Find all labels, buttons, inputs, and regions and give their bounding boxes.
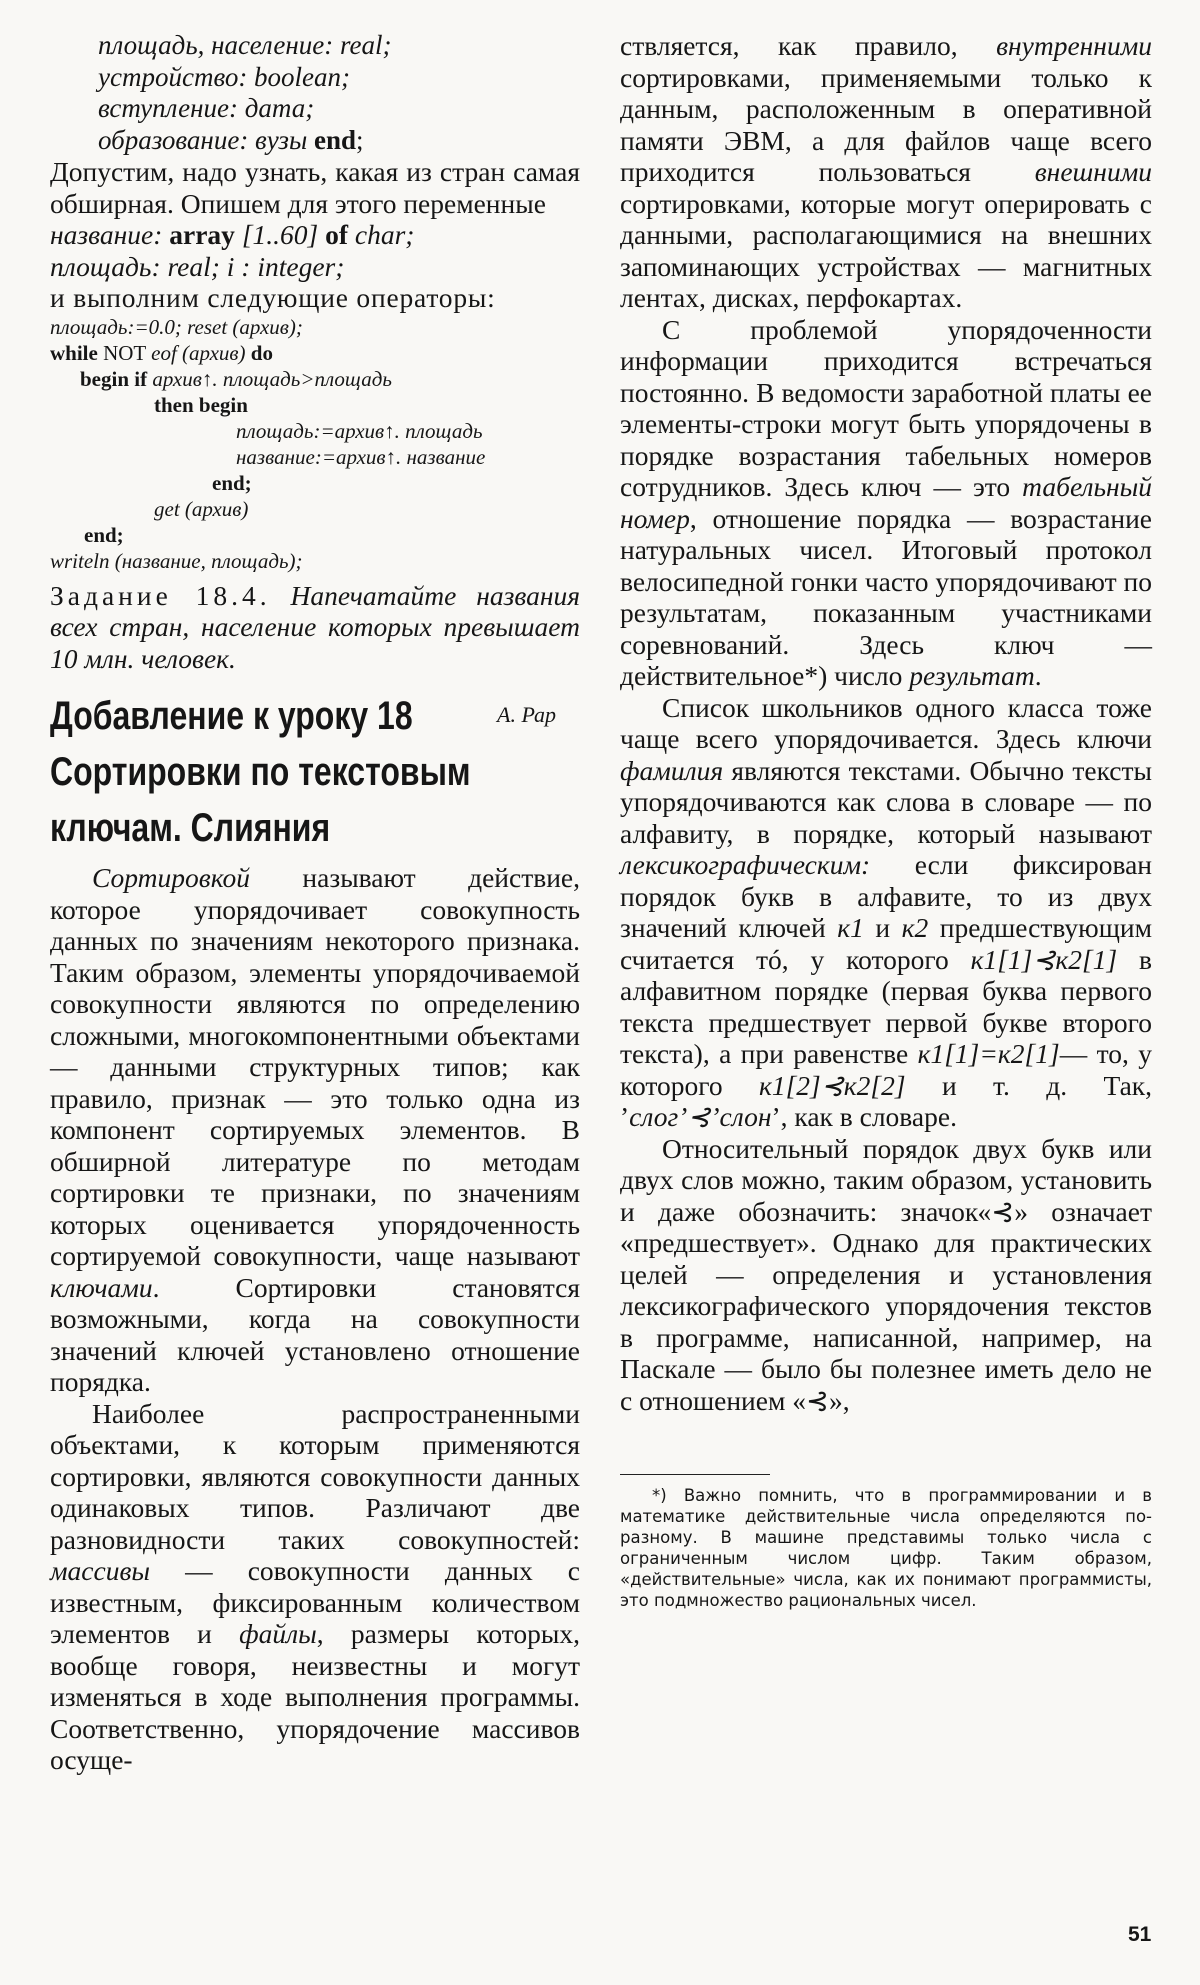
intro-paragraph: Допустим, надо узнать, какая из стран самая обширная. Опишем для этого переменные [50, 156, 580, 219]
heading-line: ключам. Слияния [50, 806, 331, 850]
page-number: 51 [1128, 1923, 1152, 1946]
body-paragraph: Сортировкой называют действие, которое упорядочивает совокупность данных по значениям некоторого признака. Таким образом, элементы упорядочиваемой совокупности являются по определению сложными, многокомпонентными объектами — данными структурных типов; как правило, признак — это только одна из компонент сортируемых элементов. В обширной литературе по методам сортировки те признаки, по значениям которых оценивается упорядоченность сортируемой совокупности, чаще называют ключами. Сортировки становятся возможными, когда на совокупности значений ключей установлено отношение порядка. [50, 862, 580, 1397]
code-line: площадь:=0.0; reset (архив); [50, 314, 303, 339]
footnote-divider [620, 1474, 770, 1475]
code-line: begin if архив↑. площадь>площадь [80, 366, 392, 391]
declaration-line: площадь: real; i : integer; [50, 250, 345, 282]
heading-line: Добавление к уроку 18 [50, 694, 413, 738]
variable-declarations [50, 30, 580, 156]
body-paragraph: Относительный порядок двух букв или двух слов можно, таким образом, установить и даже обозначить: значок«⊰» означает «предшествует». Однако для практических целей — определения и установления лексикографического упорядочения текстов в программе, написанной, например, на Паскале — было бы полезнее иметь дело не с отношением «⊰», [620, 1132, 1152, 1416]
code-line: writeln (название, площадь); [50, 548, 303, 573]
code-line: площадь:=архив↑. площадь [236, 418, 483, 443]
body-paragraph: ствляется, как правило, внутренними сортировками, применяемыми только к данным, расположенным в оперативной памяти ЭВМ, а для файлов чаще всего приходится пользоваться внешними сортировками, которые могут оперировать с данными, располагающимися на внешних запоминающих устройствах — магнитных лентах, дисках, перфокартах. [620, 30, 1152, 313]
task-paragraph: Задание 18.4. Напечатайте названия всех стран, население которых превышает 10 млн. человек. [50, 579, 580, 674]
footnote: *) Важно помнить, что в программировании и в математике действительные числа определяются по-разному. В машине представимы только числа с ограниченным числом цифр. Таким образом, «действительные» числа, как их понимают программисты, это подмножество рациональных чисел. [620, 1486, 1152, 1610]
code-line: название:=архив↑. название [236, 444, 486, 469]
var-line: образование: вузы end; [98, 124, 364, 155]
body-paragraph: С проблемой упорядоченности информации приходится встречаться постоянно. В ведомости заработной платы ее элементы-строки могут быть упорядочены в порядке возрастания табельных номеров сотрудников. Здесь ключ — это табельный номер, отношение порядка — возрастание натуральных чисел. Итоговый протокол велосипедной гонки часто упорядочивают по результатам, показанным участниками соревнований. Здесь ключ — действительное*) число результат. [620, 313, 1152, 691]
code-line: end; [212, 470, 252, 495]
var-line: вступление: дата; [98, 93, 315, 123]
var-line: устройство: boolean; [98, 61, 351, 92]
execute-paragraph: и выполним следующие операторы: [50, 282, 496, 313]
code-line: then begin [154, 392, 248, 417]
body-paragraph: Наиболее распространенными объектами, к которым применяются сортировки, являются совокупности данных одинаковых типов. Различают две разновидности таких совокупностей: массивы — совокупности данных с известным, фиксированным количеством элементов и файлы, размеры которых, вообще говоря, неизвестны и могут изменяться в ходе выполнения программы. Соответственно, упорядочение массивов осуще- [50, 1397, 580, 1775]
declaration-line: название: array [1..60] of char; [50, 219, 415, 250]
code-line: end; [84, 522, 124, 547]
left-column [50, 30, 580, 1776]
heading-line: Сортировки по текстовым [50, 750, 471, 794]
code-listing [50, 314, 580, 574]
section-heading [50, 688, 580, 856]
right-column [620, 30, 1152, 1611]
body-paragraph: Список школьников одного класса тоже чаще всего упорядочивается. Здесь ключи фамилия являются текстами. Обычно тексты упорядочиваются как слова в словаре — по алфавиту, в порядке, который называют лексикографическим: если фиксирован порядок букв в алфавите, то из двух значений ключей к1 и к2 предшествующим считается тó, у которого к1[1]⊰к2[1] в алфавитном порядке (первая буква первого текста предшествует первой букве второго текста), а при равенстве к1[1]=к2[1]— то, у которого к1[2]⊰к2[2] и т. д. Так, ’слог’⊰’слон’, как в словаре. [620, 691, 1153, 1132]
var-line: площадь, население: real; [98, 30, 392, 60]
author-name: А. Рар [497, 702, 557, 727]
code-line: while NOT eof (архив) do [50, 340, 273, 365]
code-line: get (архив) [154, 496, 249, 521]
